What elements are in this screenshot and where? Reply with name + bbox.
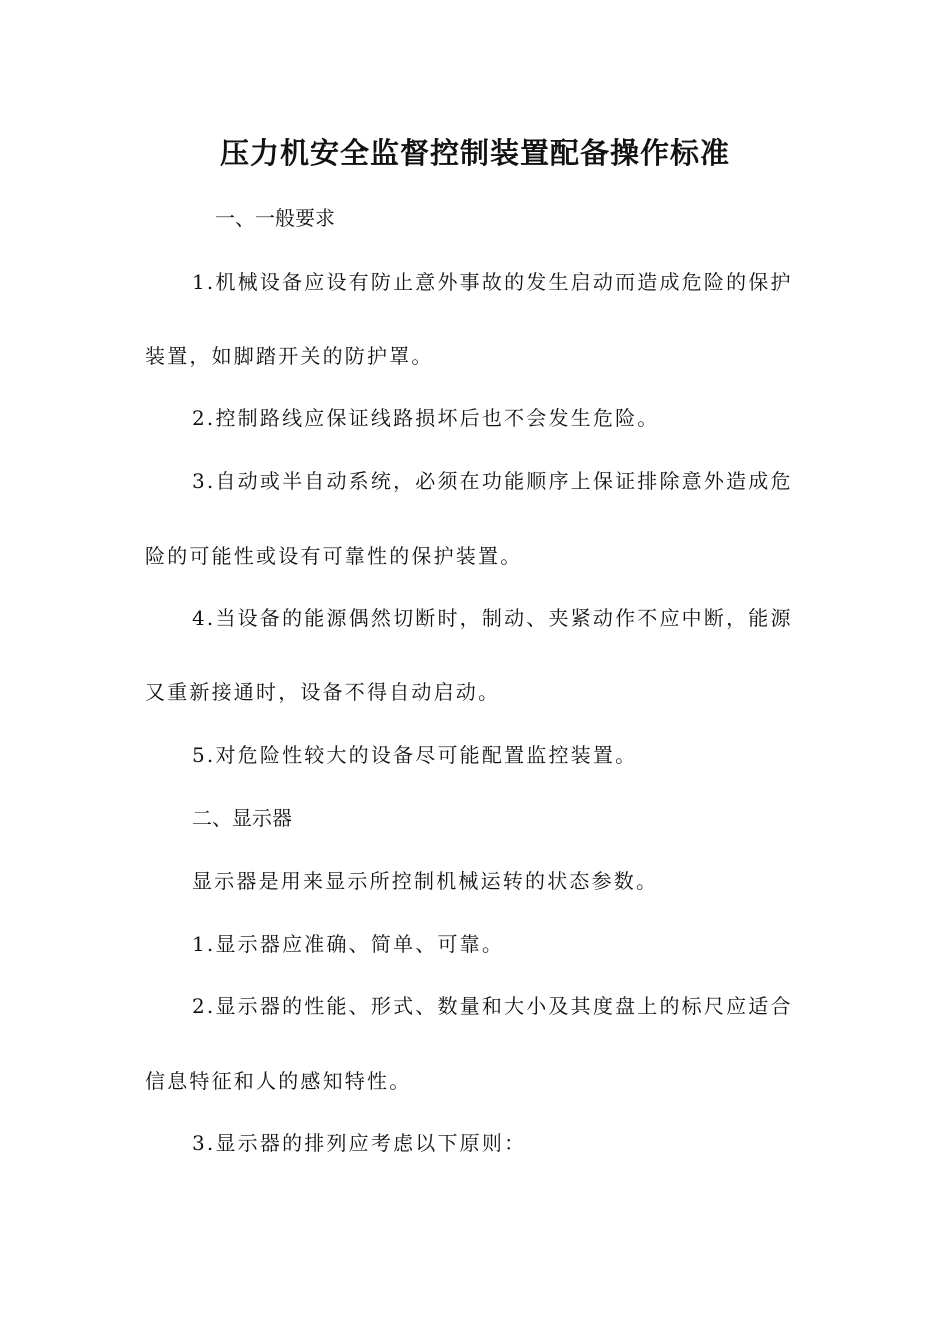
paragraph-line: 1.显示器应准确、简单、可靠。 bbox=[192, 932, 505, 956]
paragraph-line: 显示器是用来显示所控制机械运转的状态参数。 bbox=[192, 869, 659, 893]
section-heading-general-requirements: 一、一般要求 bbox=[215, 206, 335, 230]
paragraph-line: 5.对危险性较大的设备尽可能配置监控装置。 bbox=[192, 743, 638, 767]
paragraph-line: 又重新接通时，设备不得自动启动。 bbox=[145, 680, 501, 704]
paragraph-line: 险的可能性或设有可靠性的保护装置。 bbox=[145, 544, 523, 568]
document-title: 压力机安全监督控制装置配备操作标准 bbox=[219, 136, 730, 170]
paragraph-line: 2.控制路线应保证线路损坏后也不会发生危险。 bbox=[192, 406, 660, 430]
paragraph-line: 3.自动或半自动系统，必须在功能顺序上保证排除意外造成危 bbox=[192, 469, 793, 493]
paragraph-line: 3.显示器的排列应考虑以下原则： bbox=[192, 1131, 527, 1155]
paragraph-line: 1.机械设备应设有防止意外事故的发生启动而造成危险的保护 bbox=[192, 270, 793, 294]
paragraph-line: 4.当设备的能源偶然切断时，制动、夹紧动作不应中断，能源 bbox=[192, 606, 793, 630]
paragraph-line: 2.显示器的性能、形式、数量和大小及其度盘上的标尺应适合 bbox=[192, 994, 793, 1018]
paragraph-line: 装置，如脚踏开关的防护罩。 bbox=[145, 344, 434, 368]
paragraph-line: 信息特征和人的感知特性。 bbox=[145, 1069, 412, 1093]
section-heading-display: 二、显示器 bbox=[192, 806, 292, 830]
